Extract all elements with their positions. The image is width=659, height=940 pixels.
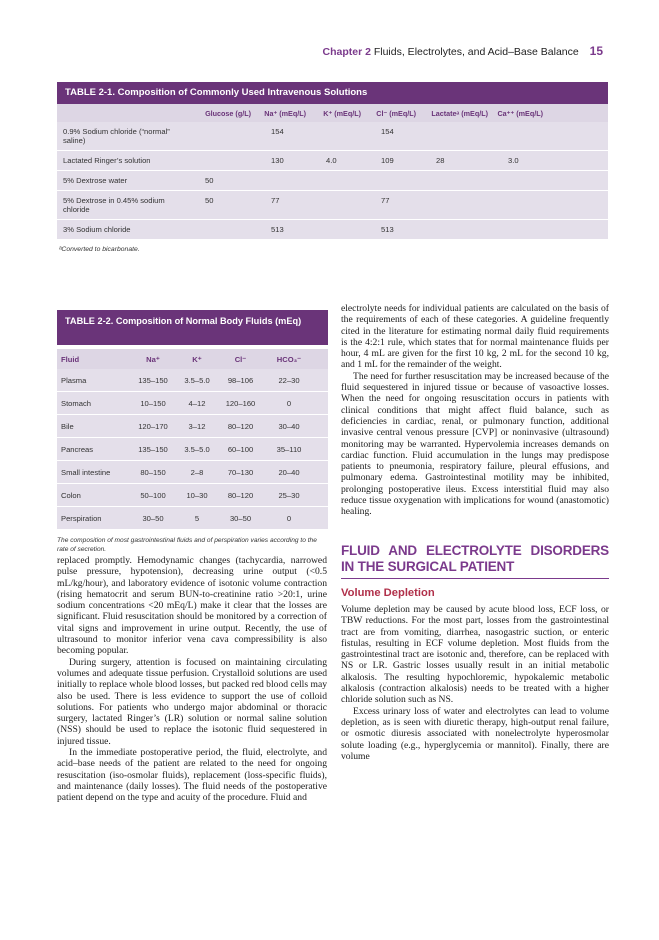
- header-cell: Na⁺: [146, 354, 160, 364]
- header-cell: Na⁺ (mEq/L): [264, 108, 306, 118]
- table-cell: Perspiration: [61, 513, 102, 523]
- header-cell: Lactateᵃ (mEq/L): [431, 108, 488, 118]
- table-cell: 4–12: [188, 398, 206, 408]
- table-cell: 30–50: [142, 513, 164, 523]
- table-row: [57, 484, 328, 507]
- table-row: [57, 438, 328, 461]
- body-paragraph: The need for further resuscitation may be increased because of the fluid sequestered in injured tissue or because of vasoactive losses. When the need for ongoing resuscitation occurs in patients with clinical conditions that might affect fluid balance, such as deficiencies in cardiac, renal, or pulmonary function, additional invasive central venous pressure [CVP] or noninvasive (ultrasound) monitoring may be warranted. Hypervolemia increases demands on cardiac function. Fluid accumulation in the lungs may predispose patients to pneumonia, respiratory failure, pleural effusions, and pulmonary edema. Gastrointestinal motility may be inhibited, prolonging postoperative ileus. Excess interstitial fluid may also reduce tissue oxygenation with implications for wound (anastomotic) healing.: [341, 370, 609, 518]
- table-cell: 70–130: [227, 467, 254, 477]
- table-cell: Stomach: [61, 398, 91, 408]
- table-cell: 154: [271, 127, 284, 136]
- section-rule: [341, 578, 609, 579]
- table-cell: 50: [205, 196, 214, 205]
- table-row: [57, 415, 328, 438]
- body-paragraph: electrolyte needs for individual patients are calculated on the basis of the requirements of each of these categories. A guideline frequently cited in the literature for estimating normal daily fluid requirements is the 4:2:1 rule, which states that for normal maintenance fluids per hour, 4 mL are given for the first 10 kg, 2 mL for the second 10 kg, and 1 mL for the remainder of the weight.: [341, 303, 609, 371]
- header-cell: Ca⁺⁺ (mEq/L): [497, 108, 543, 118]
- table-row: [57, 220, 608, 240]
- body-paragraph: During surgery, attention is focused on maintaining circulating volumes and adequate tissue perfusion. Crystalloid solutions are used initially to replace whole blood losses, but packed red blood cells may also be used. There is less evidence to support the use of colloid solutions. For patients who undergo major abdominal or thoracic surgery, lactated Ringer’s (LR) solution or normal saline solution (NSS) should be used to replace the isotonic fluid sequestered in injured tissue.: [57, 656, 327, 747]
- table-footnote: ᵃConverted to bicarbonate.: [59, 246, 140, 253]
- table-row: [57, 122, 608, 151]
- chapter-label: Chapter 2: [322, 46, 371, 58]
- header-cell: K⁺: [192, 354, 202, 364]
- table-cell: 3.5–5.0: [184, 375, 210, 385]
- table-cell: 109: [381, 156, 394, 165]
- body-paragraph: replaced promptly. Hemodynamic changes (tachycardia, narrowed pulse pressure, hypotension), decreasing urine output (<0.5 mL/kg/hour), and laboratory evidence of isotonic volume contraction (rising hematocrit and serum BUN-to-creatinine ratio >20:1, urine sodium concentrations <20 mEq/L) make it clear that the losses are significant. Fluid resuscitation should be monitored by a correction of vital signs and improvement in urine output. Recently, the use of ultrasound to monitor inferior vena cava compressibility is also becoming popular.: [57, 555, 327, 657]
- section-heading: FLUID AND ELECTROLYTE DISORDERS IN THE SURGICAL PATIENT: [341, 542, 609, 574]
- table-cell: 135–150: [138, 444, 168, 454]
- body-paragraph: Excess urinary loss of water and electrolytes can lead to volume depletion, as is seen with diuretic therapy, high-output renal failure, or osmotic diuresis associated with nonelectrolyte hyperosmolar solute loading (e.g., hyperglycemia or mannitol). Finally, there are volume: [341, 705, 609, 762]
- table-header-row: [57, 104, 608, 122]
- table-cell: Plasma: [61, 375, 87, 385]
- table-cell: 22–30: [278, 375, 300, 385]
- table-cell: 10–30: [186, 490, 208, 500]
- table-row: [57, 369, 328, 392]
- table-cell: 80–120: [227, 490, 254, 500]
- table-cell: 80–150: [140, 467, 166, 477]
- subsection-heading: Volume Depletion: [341, 586, 435, 599]
- chapter-title: Fluids, Electrolytes, and Acid–Base Balance: [373, 46, 579, 58]
- table-cell: 20–40: [278, 467, 300, 477]
- table-cell: 3.0: [508, 156, 519, 165]
- table-cell: 0.9% Sodium chloride (“normal” saline): [63, 127, 170, 145]
- right-text-column: [341, 303, 609, 762]
- table-cell: 77: [381, 196, 390, 205]
- header-cell: HCO₃⁻: [276, 354, 302, 364]
- table-cell: Pancreas: [61, 444, 94, 454]
- table-cell: 4.0: [326, 156, 337, 165]
- table-cell: 3% Sodium chloride: [63, 225, 131, 234]
- header-cell: Cl⁻: [234, 354, 247, 364]
- table-row: [57, 151, 608, 171]
- table-cell: 2–8: [190, 467, 204, 477]
- table-cell: 513: [381, 225, 394, 234]
- table-cell: Small intestine: [61, 467, 111, 477]
- header-cell: K⁺ (mEq/L): [323, 108, 361, 118]
- table-cell: 10–150: [140, 398, 166, 408]
- table-2-2: [57, 310, 328, 554]
- table-cell: 5% Dextrose in 0.45% sodium chloride: [63, 196, 165, 214]
- page-number: 15: [589, 44, 603, 58]
- table-cell: 154: [381, 127, 394, 136]
- table-cell: 60–100: [227, 444, 254, 454]
- table-cell: 0: [286, 513, 292, 523]
- header-cell: Glucose (g/L): [205, 108, 251, 118]
- table-2-1: [57, 82, 608, 253]
- table-cell: Lactated Ringer’s solution: [63, 156, 151, 165]
- table-cell: Colon: [61, 490, 81, 500]
- table-row: [57, 191, 608, 220]
- table-cell: 80–120: [227, 421, 254, 431]
- table-cell: 35–110: [276, 444, 302, 454]
- table-row: [57, 171, 608, 191]
- header-cell: Fluid: [61, 354, 80, 364]
- table-row: [57, 461, 328, 484]
- table-cell: 5% Dextrose water: [63, 176, 128, 185]
- table-cell: 130: [271, 156, 284, 165]
- table-cell: 3–12: [188, 421, 206, 431]
- table-cell: 30–40: [278, 421, 300, 431]
- table-cell: 513: [271, 225, 284, 234]
- table-cell: 98–106: [227, 375, 254, 385]
- table-cell: 135–150: [138, 375, 168, 385]
- table-cell: 120–170: [138, 421, 168, 431]
- table-cell: 5: [194, 513, 200, 523]
- table-cell: 50: [205, 176, 214, 185]
- table-cell: 3.5–5.0: [184, 444, 210, 454]
- table-cell: 30–50: [229, 513, 252, 523]
- table-title: TABLE 2-2. Composition of Normal Body Fluids (mEq): [57, 310, 328, 345]
- table-cell: 0: [286, 398, 292, 408]
- table-cell: Bile: [61, 421, 74, 431]
- table-footnote: The composition of most gastrointestinal fluids and of perspiration varies according to the rate of secretion.: [57, 537, 317, 553]
- body-paragraph: Volume depletion may be caused by acute blood loss, ECF loss, or TBW reductions. For the most part, losses from the gastrointestinal tract are from vomiting, diarrhea, nasogastric suction, or enteric fistulas, resulting in ECF volume depletion. Most fluids from the gastrointestinal tract are isotonic and, therefore, can be replaced with NS or LR. Gastric losses usually result in an initial metabolic alkalosis. The resulting hypochloremic, hypokalemic metabolic alkalosis (contraction alkalosis) needs to be treated with a higher chloride solution such as NS.: [341, 603, 609, 706]
- table-cell: 28: [436, 156, 445, 165]
- table-header-row: [57, 349, 328, 369]
- running-head: [322, 44, 603, 58]
- table-row: [57, 392, 328, 415]
- table-title: TABLE 2-1. Composition of Commonly Used Intravenous Solutions: [57, 82, 608, 104]
- table-row: [57, 507, 328, 530]
- table-cell: 50–100: [140, 490, 166, 500]
- body-paragraph: In the immediate postoperative period, the fluid, electrolyte, and acid–base needs of the patient are related to the need for ongoing resuscitation (iso-osmolar fluids), replacement (loss-specific fluids), and maintenance (daily losses). The fluid needs of the postoperative patient depend on the type and acuity of the procedure. Fluid and: [57, 747, 327, 804]
- table-cell: 25–30: [278, 490, 300, 500]
- left-text-column: [57, 555, 327, 804]
- table-cell: 120–160: [225, 398, 256, 408]
- table-cell: 77: [271, 196, 280, 205]
- header-cell: Cl⁻ (mEq/L): [376, 108, 416, 118]
